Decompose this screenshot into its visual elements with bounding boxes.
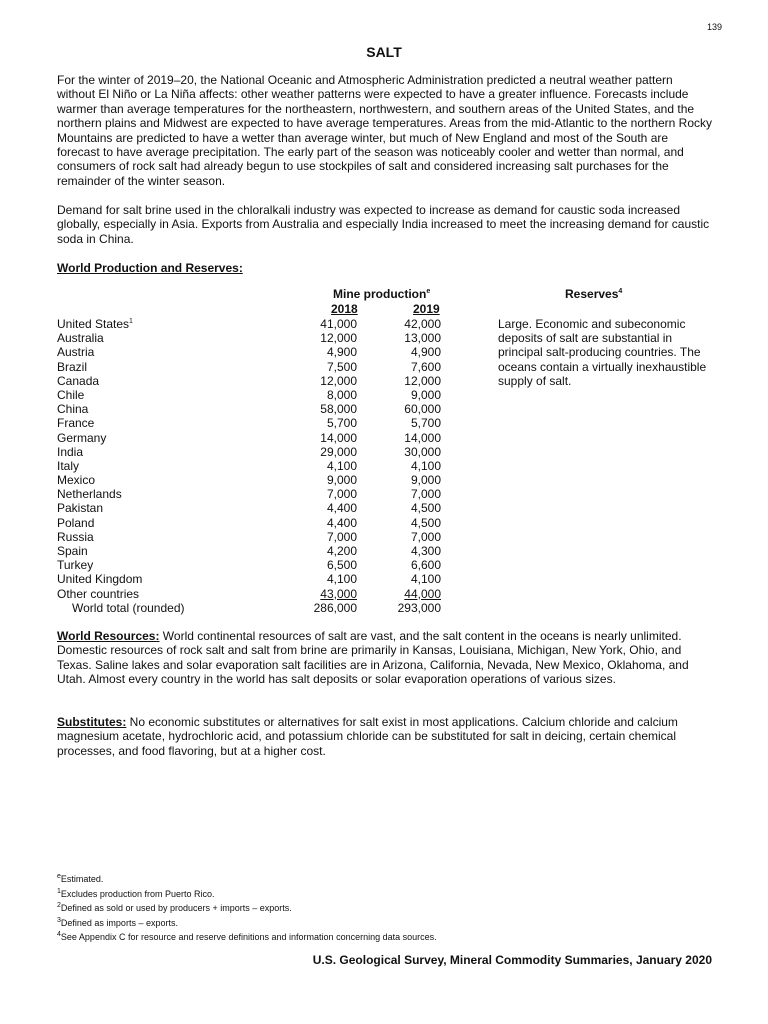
page-number: 139 [706,22,722,32]
total-label: World total (rounded) [72,600,185,615]
value-2018: 6,500 [326,558,357,573]
value-2018: 4,100 [326,458,357,473]
production-heading: World Production and Reserves: [57,261,243,275]
reserves-sup: 4 [618,288,623,295]
value-2019: 7,600 [410,359,441,374]
total-2019: 293,000 [397,600,441,615]
world-resources-paragraph [57,629,713,687]
value-2019: 44,000 [404,586,441,601]
reserves-header [565,287,622,301]
substitutes-text: No economic substitutes or alternatives for salt exist in most applications. Calcium chloride and calcium magnesium acetate, hydrochloric acid, and potassium chloride can be substituted for salt in deicing, certain chemical processes, and food flavoring, but at a higher cost. [57,715,678,758]
footnote-mark: 4 [57,931,61,938]
country-name: China [57,402,89,417]
mine-production-sup: e [426,288,431,295]
footnote-text: Defined as imports – exports. [60,917,178,928]
value-2019: 4,900 [410,345,441,360]
value-2019: 60,000 [404,402,441,417]
value-2018: 4,200 [326,544,357,558]
table-row [57,516,447,530]
footnote-text: Estimated. [60,874,104,884]
country-name: United States$^1$ [57,317,133,331]
value-2018: 4,100 [326,572,357,587]
country-name: Brazil [57,359,88,374]
country-name: Turkey [57,558,94,573]
value-2018: 29,000 [320,444,357,459]
footnotes [57,872,437,945]
table-row [57,416,447,430]
value-2018: 7,500 [326,359,357,374]
table-row [57,587,447,601]
footnote-item [57,930,437,945]
country-name: Austria [57,345,95,360]
value-2019: 13,000 [404,331,441,346]
country-name: United Kingdom [57,572,143,587]
table-row [57,317,447,331]
value-2018: 5,700 [326,416,357,431]
country-name: Chile [57,387,85,402]
value-2019: 9,000 [410,387,441,402]
table-row [57,459,447,473]
country-name: Russia [57,529,94,544]
source-line: U.S. Geological Survey, Mineral Commodity Summaries, January 2020 [312,953,712,967]
value-2018: 9,000 [326,473,357,488]
table-row [57,487,447,501]
footnote-mark: 1 [57,887,61,895]
value-2018: 4,400 [326,515,357,530]
country-name: Mexico [57,473,96,488]
country-name: Poland [57,515,95,530]
demand-paragraph: Demand for salt brine used in the chloralkali industry was expected to increase as demand for caustic soda increased globally, especially in Asia. Exports from Australia and especially India increased to meet the increasing demand for caustic soda in China. [57,203,710,246]
intro-paragraph: For the winter of 2019–20, the National Oceanic and Atmospheric Administration predicted a neutral weather pattern without El Niño or La Niña affects: other weather patterns were expected to have a greater influence. Forecasts include warmer than average temperatures for the northeastern, northwestern, and southern areas of the United States, and the northern plains and Midwest are expected to have average temperatures. Areas from the mid-Atlantic to the northern Rocky Mountains are predicted to have a wetter than average winter, but much of New England and most of the South are forecast to have average precipitation. The early part of the season was noticeably cooler and wetter than normal, and consumers of rock salt had already begun to use stockpiles of salt and considered increasing salt purchases for the remainder of the winter season. [57,73,713,188]
table-row [57,431,447,445]
table-row [57,360,447,374]
value-2019: 7,000 [410,487,441,502]
table-row [57,473,447,487]
country-name: Germany [57,430,107,445]
country-name: Spain [57,544,88,558]
year-2018-header: 2018 [331,302,358,316]
footnote-item [57,916,437,931]
value-2018: 8,000 [326,387,357,402]
mine-production-label: Mine production [333,287,427,301]
footnote-item [57,872,437,887]
value-2018: 7,000 [326,487,357,502]
value-2018: 58,000 [320,402,357,417]
reserves-label: Reserves [565,287,619,301]
value-2019: 9,000 [410,473,441,488]
total-2018: 286,000 [313,600,357,615]
country-name: Pakistan [57,501,104,516]
value-2018: 4,900 [326,345,357,360]
country-name: Italy [57,458,80,473]
substitutes-paragraph [57,715,713,758]
table-row [57,501,447,515]
value-2019: 5,700 [410,416,441,431]
table-row [57,445,447,459]
table-row [57,331,447,345]
footnote-mark: 3 [57,916,61,924]
footnote-text: Excludes production from Puerto Rico. [60,888,215,899]
year-2019-header: 2019 [413,302,440,316]
value-2019: 4,300 [410,544,441,558]
reserves-text: Large. Economic and subeconomic deposits of salt are substantial in principal salt-producing countries. The oceans contain a virtually inexhaustible supply of salt. [498,317,707,388]
country-name: Other countries [57,586,140,601]
table-row [57,388,447,402]
world-resources-label: World Resources: [57,629,160,643]
table-row [57,374,447,388]
table-row [57,572,447,586]
table-row [57,402,447,416]
value-2019: 7,000 [410,529,441,544]
footnote-item [57,901,437,916]
value-2019: 14,000 [404,430,441,445]
value-2018: 4,400 [326,501,357,516]
value-2019: 4,500 [410,515,441,530]
page-title: SALT [366,44,402,60]
value-2019: 6,600 [410,558,441,573]
value-2019: 4,100 [410,572,441,587]
value-2019: 30,000 [404,444,441,459]
country-name: France [57,416,95,431]
country-footnote-mark: 1 [129,318,133,325]
value-2019: 4,100 [410,458,441,473]
value-2018: 14,000 [320,430,357,445]
footnote-mark: e [57,873,61,880]
value-2018: 12,000 [320,331,357,346]
total-row [57,601,447,615]
country-name: Netherlands [57,487,122,502]
value-2018: 7,000 [326,529,357,544]
country-name: India [57,444,84,459]
value-2019: 42,000 [404,317,441,331]
country-name: Australia [57,331,104,346]
value-2018: 12,000 [320,373,357,388]
table-row [57,544,447,558]
substitutes-label: Substitutes: [57,715,127,729]
table-row [57,345,447,359]
value-2019: 4,500 [410,501,441,516]
value-2018: 43,000 [320,586,357,601]
footnote-item [57,887,437,902]
production-table [57,317,447,615]
mine-production-header [333,287,430,301]
world-resources-text: World continental resources of salt are vast, and the salt content in the oceans is nearly unlimited. Domestic resources of rock salt and salt from brine are primarily in Kansas, Louisiana, Michigan, New York, Ohio, and Texas. Saline lakes and solar evaporation salt facilities are in Arizona, California, Nevada, New Mexico, Oklahoma, and Utah. Almost every country in the world has salt deposits or solar evaporation operations of various sizes. [57,629,689,687]
table-row [57,530,447,544]
footnote-text: Defined as sold or used by producers + imports – exports. [60,903,292,913]
table-row [57,558,447,572]
value-2019: 12,000 [404,373,441,388]
value-2018: 41,000 [320,317,357,331]
footnote-mark: 2 [57,902,61,909]
footnote-text: See Appendix C for resource and reserve definitions and information concerning data sources. [60,932,437,942]
country-name: Canada [57,373,100,388]
